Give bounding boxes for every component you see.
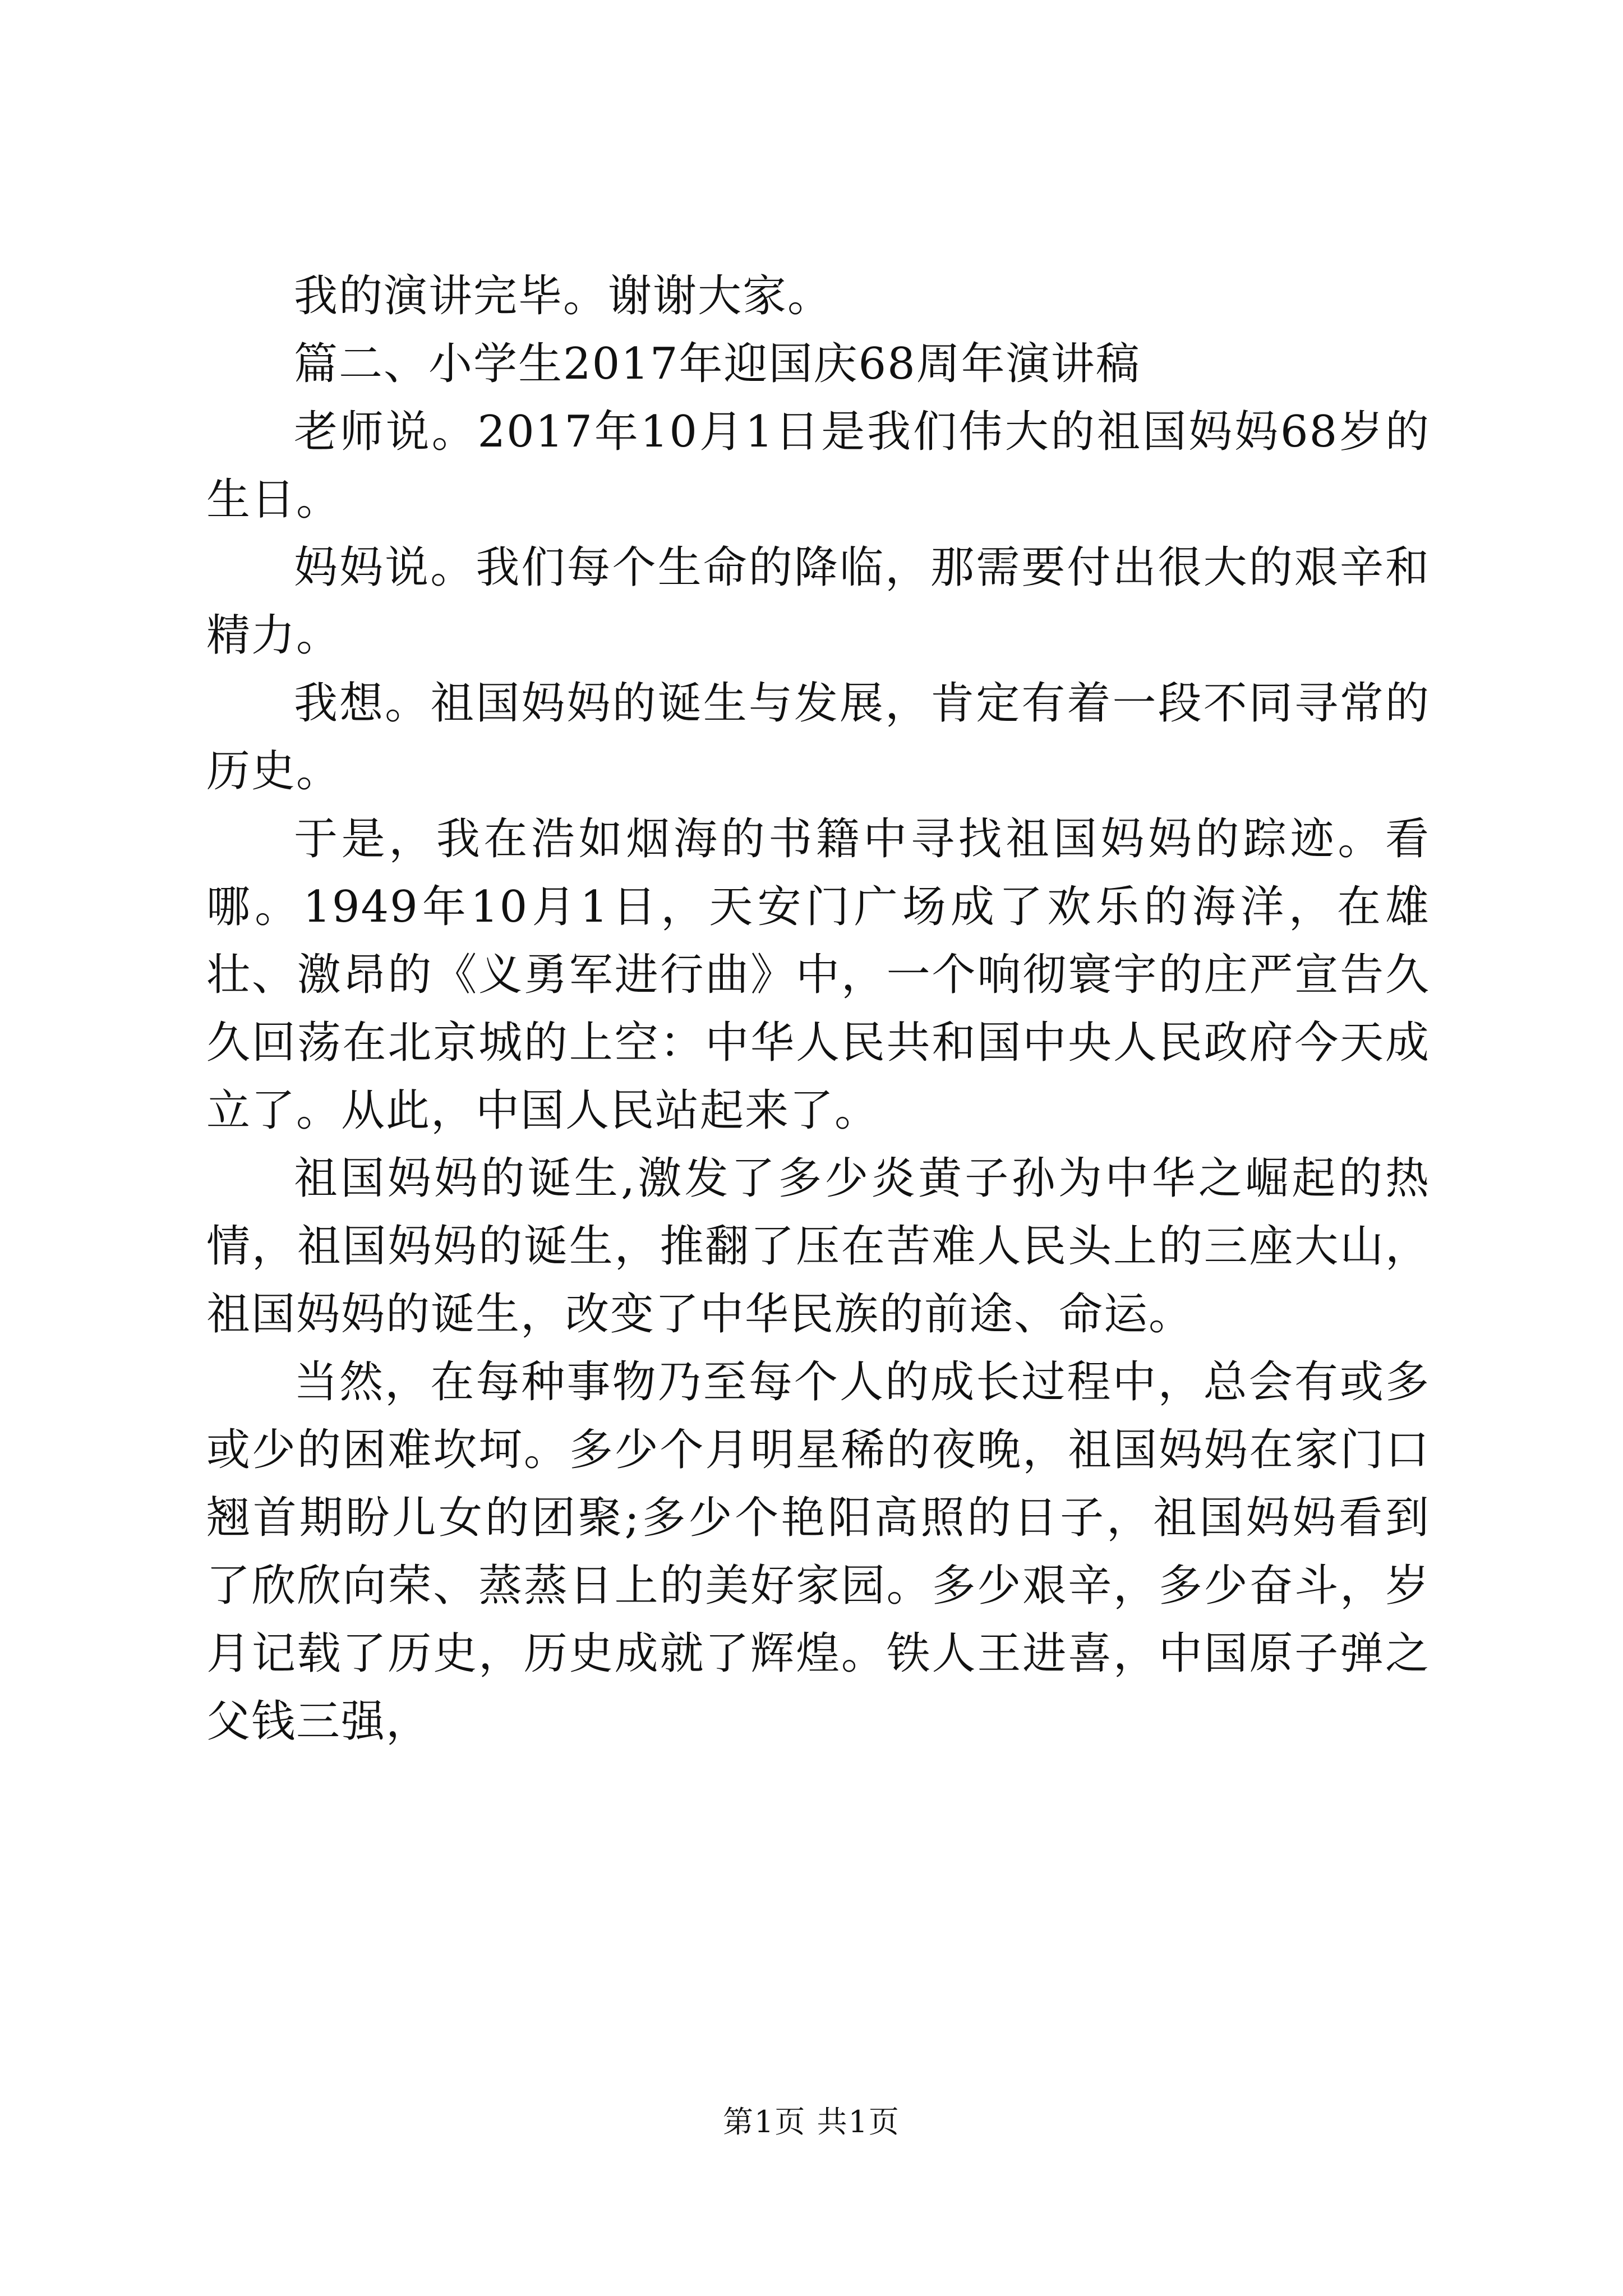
paragraph-hardships: 当然，在每种事物乃至每个人的成长过程中，总会有或多或少的困难坎坷。多少个月明星稀的夜晚，祖国妈妈在家门口翘首期盼儿女的团聚;多少个艳阳高照的日子，祖国妈妈看到了欣欣向荣、蒸蒸日上的美好家园。多少艰辛，多少奋斗，岁月记载了历史，历史成就了辉煌。铁人王进喜，中国原子弹之父钱三强， (206, 1357, 1430, 1747)
paragraph-closing: 我的演讲完毕。谢谢大家。 (294, 271, 833, 321)
paragraph-history-1949: 于是，我在浩如烟海的书籍中寻找祖国妈妈的踪迹。看哪。1949年10月1日，天安门广场成了欢乐的海洋，在雄壮、激昂的《义勇军进行曲》中，一个响彻寰宇的庄严宣告久久回荡在北京城的上空：中华人民共和国中央人民政府今天成立了。从此，中国人民站起来了。 (206, 814, 1430, 1136)
paragraph-i-think: 我想。祖国妈妈的诞生与发展，肯定有着一段不同寻常的历史。 (206, 678, 1430, 797)
paragraph-teacher-said: 老师说。2017年10月1日是我们伟大的祖国妈妈68岁的生日。 (206, 407, 1430, 525)
paragraph-mother-said: 妈妈说。我们每个生命的降临，那需要付出很大的艰辛和精力。 (206, 542, 1430, 661)
paragraph-birth-of-motherland: 祖国妈妈的诞生,激发了多少炎黄子孙为中华之崛起的热情，祖国妈妈的诞生，推翻了压在苦难人民头上的三座大山，祖国妈妈的诞生，改变了中华民族的前途、命运。 (206, 1153, 1430, 1340)
paragraph-section-title: 篇二、小学生2017年迎国庆68周年演讲稿 (294, 339, 1141, 389)
page-footer: 第1页 共1页 (723, 2104, 900, 2139)
document-body (206, 263, 1430, 1756)
